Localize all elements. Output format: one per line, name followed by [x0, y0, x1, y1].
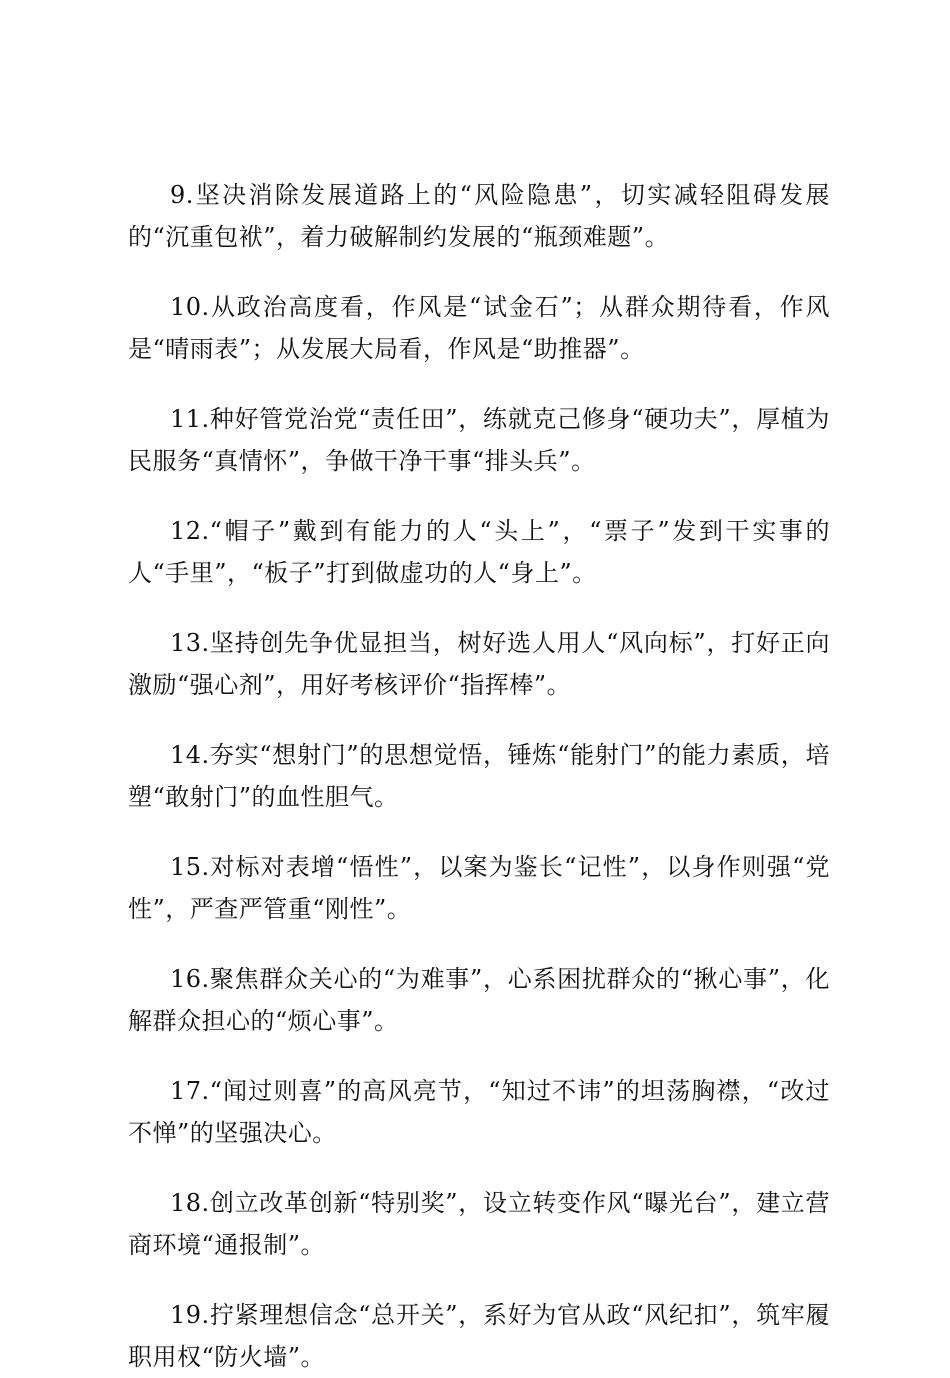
paragraph-10: 10.从政治高度看，作风是“试金石”；从群众期待看，作风是“晴雨表”；从发展大局看，作风是“助推器”。	[128, 293, 830, 363]
paragraph-18: 18.创立改革创新“特别奖”，设立转变作风“曝光台”，建立营商环境“通报制”。	[128, 1189, 830, 1259]
paragraph-13: 13.坚持创先争优显担当，树好选人用人“风向标”，打好正向激励“强心剂”，用好考核评价“指挥棒”。	[128, 629, 830, 699]
paragraph-15: 15.对标对表增“悟性”，以案为鉴长“记性”，以身作则强“党性”，严查严管重“刚性”。	[128, 853, 830, 923]
paragraph-14: 14.夯实“想射门”的思想觉悟，锤炼“能射门”的能力素质，培塑“敢射门”的血性胆气。	[128, 741, 830, 811]
paragraph-9: 9.坚决消除发展道路上的“风险隐患”，切实减轻阻碍发展的“沉重包袱”，着力破解制约发展的“瓶颈难题”。	[128, 181, 830, 251]
paragraph-17: 17.“闻过则喜”的高风亮节，“知过不讳”的坦荡胸襟，“改过不惮”的坚强决心。	[128, 1077, 830, 1147]
document-body	[128, 174, 830, 1378]
paragraph-16: 16.聚焦群众关心的“为难事”，心系困扰群众的“揪心事”，化解群众担心的“烦心事”。	[128, 965, 830, 1035]
paragraph-11: 11.种好管党治党“责任田”，练就克己修身“硬功夫”，厚植为民服务“真情怀”，争做干净干事“排头兵”。	[128, 405, 830, 475]
paragraph-12: 12.“帽子”戴到有能力的人“头上”，“票子”发到干实事的人“手里”，“板子”打到做虚功的人“身上”。	[128, 517, 830, 587]
paragraph-19: 19.拧紧理想信念“总开关”，系好为官从政“风纪扣”，筑牢履职用权“防火墙”。	[128, 1301, 830, 1371]
